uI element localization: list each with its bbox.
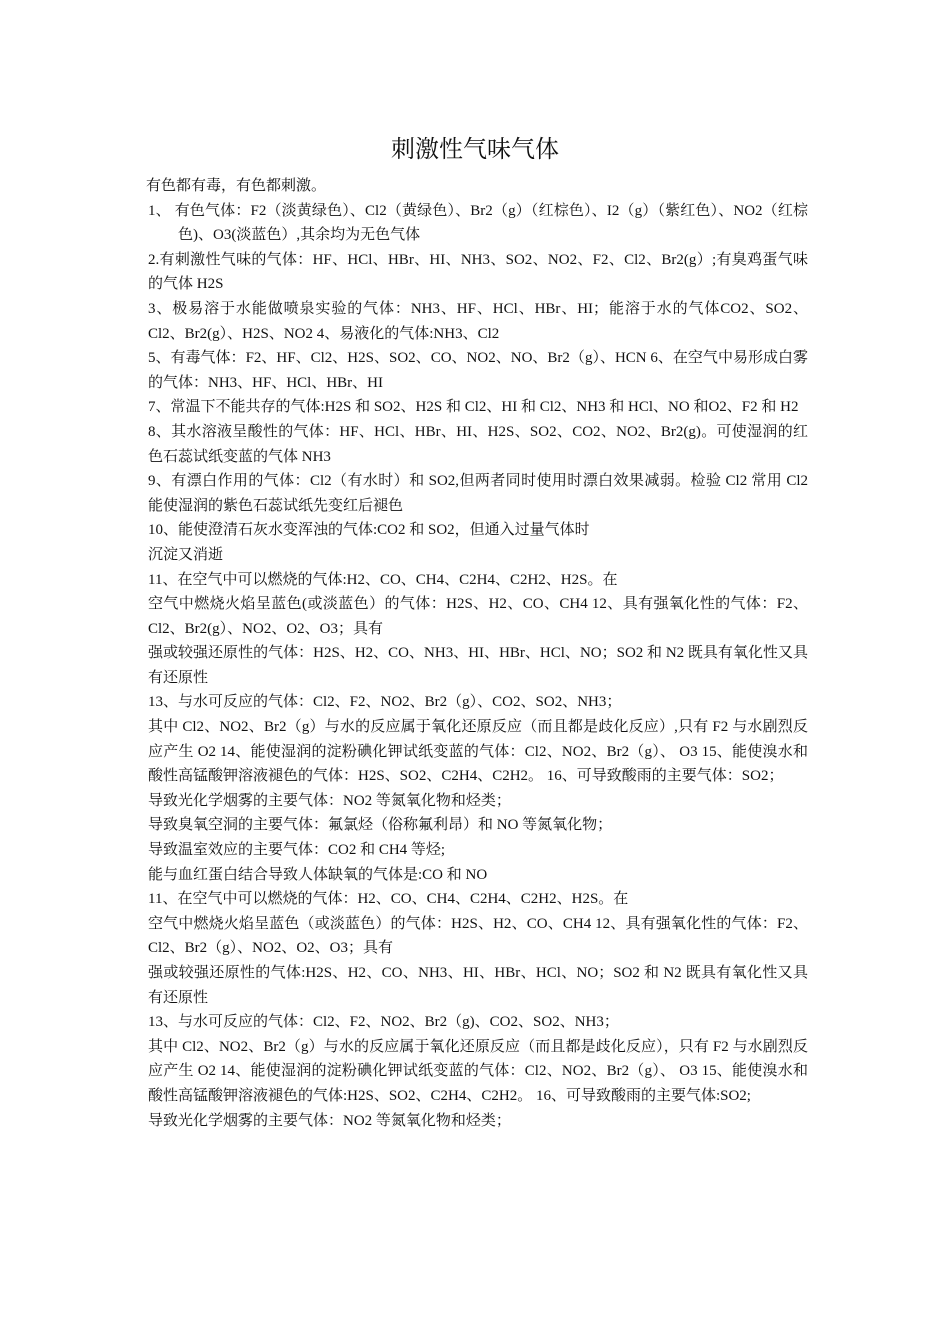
paragraph: 13、与水可反应的气体：Cl2、F2、NO2、Br2（g）、CO2、SO2、NH3； [148, 694, 622, 711]
paragraph: 11、在空气中可以燃烧的气体:H2、CO、CH4、C2H4、C2H2、H2S。在 [148, 571, 618, 588]
paragraph: 其中 Cl2、NO2、Br2（g）与水的反应属于氧化还原反应（而且都是歧化反应）,只有 F2 与水剧烈反应产生 O2 14、能使湿润的淀粉碘化钾试纸变蓝的气体：Cl2、NO2、Br2（g）、 O3 15、能使溴水和酸性高锰酸钾溶液褪色的气体：H2S、SO2、C2H4、C2H2。 16、可导致酸雨的主要气体：SO2； [148, 719, 808, 785]
paragraph: 导致光化学烟雾的主要气体：NO2 等氮氧化物和烃类； [148, 1112, 511, 1129]
paragraph: 有色都有毒，有色都刺激。 [146, 178, 327, 194]
paragraph: 5、有毒气体：F2、HF、Cl2、H2S、SO2、CO、NO2、NO、Br2（g）、HCN 6、在空气中易形成白雾的气体：NH3、HF、HCl、HBr、HI [148, 350, 808, 391]
paragraph: 空气中燃烧火焰呈蓝色（或淡蓝色）的气体：H2S、H2、CO、CH4 12、具有强氧化性的气体：F2、Cl2、Br2（g）、NO2、O2、O3；具有 [148, 915, 808, 957]
paragraph: 导致温室效应的主要气体：CO2 和 CH4 等烃; [148, 842, 446, 859]
paragraph: 1、 有色气体：F2（淡黄绿色）、Cl2（黄绿色）、Br2（g）（红棕色）、I2（g）（紫红色）、NO2（红棕色)、O3(淡蓝色）,其余均为无色气体 [148, 202, 808, 244]
paragraph: 能与血红蛋白结合导致人体缺氧的气体是:CO 和 NO [148, 866, 488, 883]
paragraph: 13、与水可反应的气体：Cl2、F2、NO2、Br2（g)、CO2、SO2、NH3； [148, 1014, 619, 1031]
paragraph: 导致臭氧空洞的主要气体：氟氯烃（俗称氟利昂）和 NO 等氮氧化物； [148, 817, 613, 834]
document-body [148, 174, 808, 1133]
paragraph: 7、常温下不能共存的气体:H2S 和 SO2、H2S 和 Cl2、HI 和 Cl2、NH3 和 HCl、NO 和O2、F2 和 H2 [148, 399, 799, 416]
paragraph: 沉淀又消逝 [148, 546, 224, 563]
paragraph: 9、有漂白作用的气体：Cl2（有水时）和 SO2,但两者同时使用时漂白效果减弱。检验 Cl2 常用 Cl2 能使湿润的紫色石蕊试纸先变红后褪色 [148, 473, 808, 514]
paragraph: 导致光化学烟雾的主要气体：NO2 等氮氧化物和烃类； [148, 792, 511, 809]
paragraph: 10、能使澄清石灰水变浑浊的气体:CO2 和 SO2，但通入过量气体时 [148, 522, 590, 539]
paragraph: 强或较强还原性的气体：H2S、H2、CO、NH3、HI、HBr、HCl、NO；SO2 和 N2 既具有氧化性又具有还原性 [148, 645, 808, 686]
document-title: 刺激性气味气体 [391, 135, 559, 163]
paragraph: 空气中燃烧火焰呈蓝色(或淡蓝色）的气体：H2S、H2、CO、CH4 12、具有强氧化性的气体：F2、Cl2、Br2(g）、NO2、O2、O3；具有 [148, 596, 808, 637]
paragraph: 3、极易溶于水能做喷泉实验的气体：NH3、HF、HCl、HBr、HI；能溶于水的气体CO2、SO2、Cl2、Br2(g）、H2S、NO2 4、易液化的气体:NH3、Cl2 [148, 300, 808, 342]
paragraph: 2.有刺激性气味的气体：HF、HCl、HBr、HI、NH3、SO2、NO2、F2、Cl2、Br2(g）;有臭鸡蛋气味的气体 H2S [148, 251, 808, 293]
paragraph: 11、在空气中可以燃烧的气体：H2、CO、CH4、C2H4、C2H2、H2S。在 [148, 891, 629, 908]
paragraph: 其中 Cl2、NO2、Br2（g）与水的反应属于氧化还原反应（而且都是歧化反应），只有 F2 与水剧烈反应产生 O2 14、能使湿润的淀粉碘化钾试纸变蓝的气体：Cl2、NO2、Br2（g）、 O3 15、能使溴水和酸性高锰酸钾溶液褪色的气体:H2S、SO2、C2H4、C2H2。 16、可导致酸雨的主要气体:SO2; [148, 1038, 808, 1104]
paragraph: 8、其水溶液呈酸性的气体：HF、HCl、HBr、HI、H2S、SO2、CO2、NO2、Br2(g)。可使湿润的红色石蕊试纸变蓝的气体 NH3 [148, 423, 808, 465]
paragraph: 强或较强还原性的气体:H2S、H2、CO、NH3、HI、HBr、HCl、NO；SO2 和 N2 既具有氧化性又具有还原性 [148, 965, 808, 1006]
